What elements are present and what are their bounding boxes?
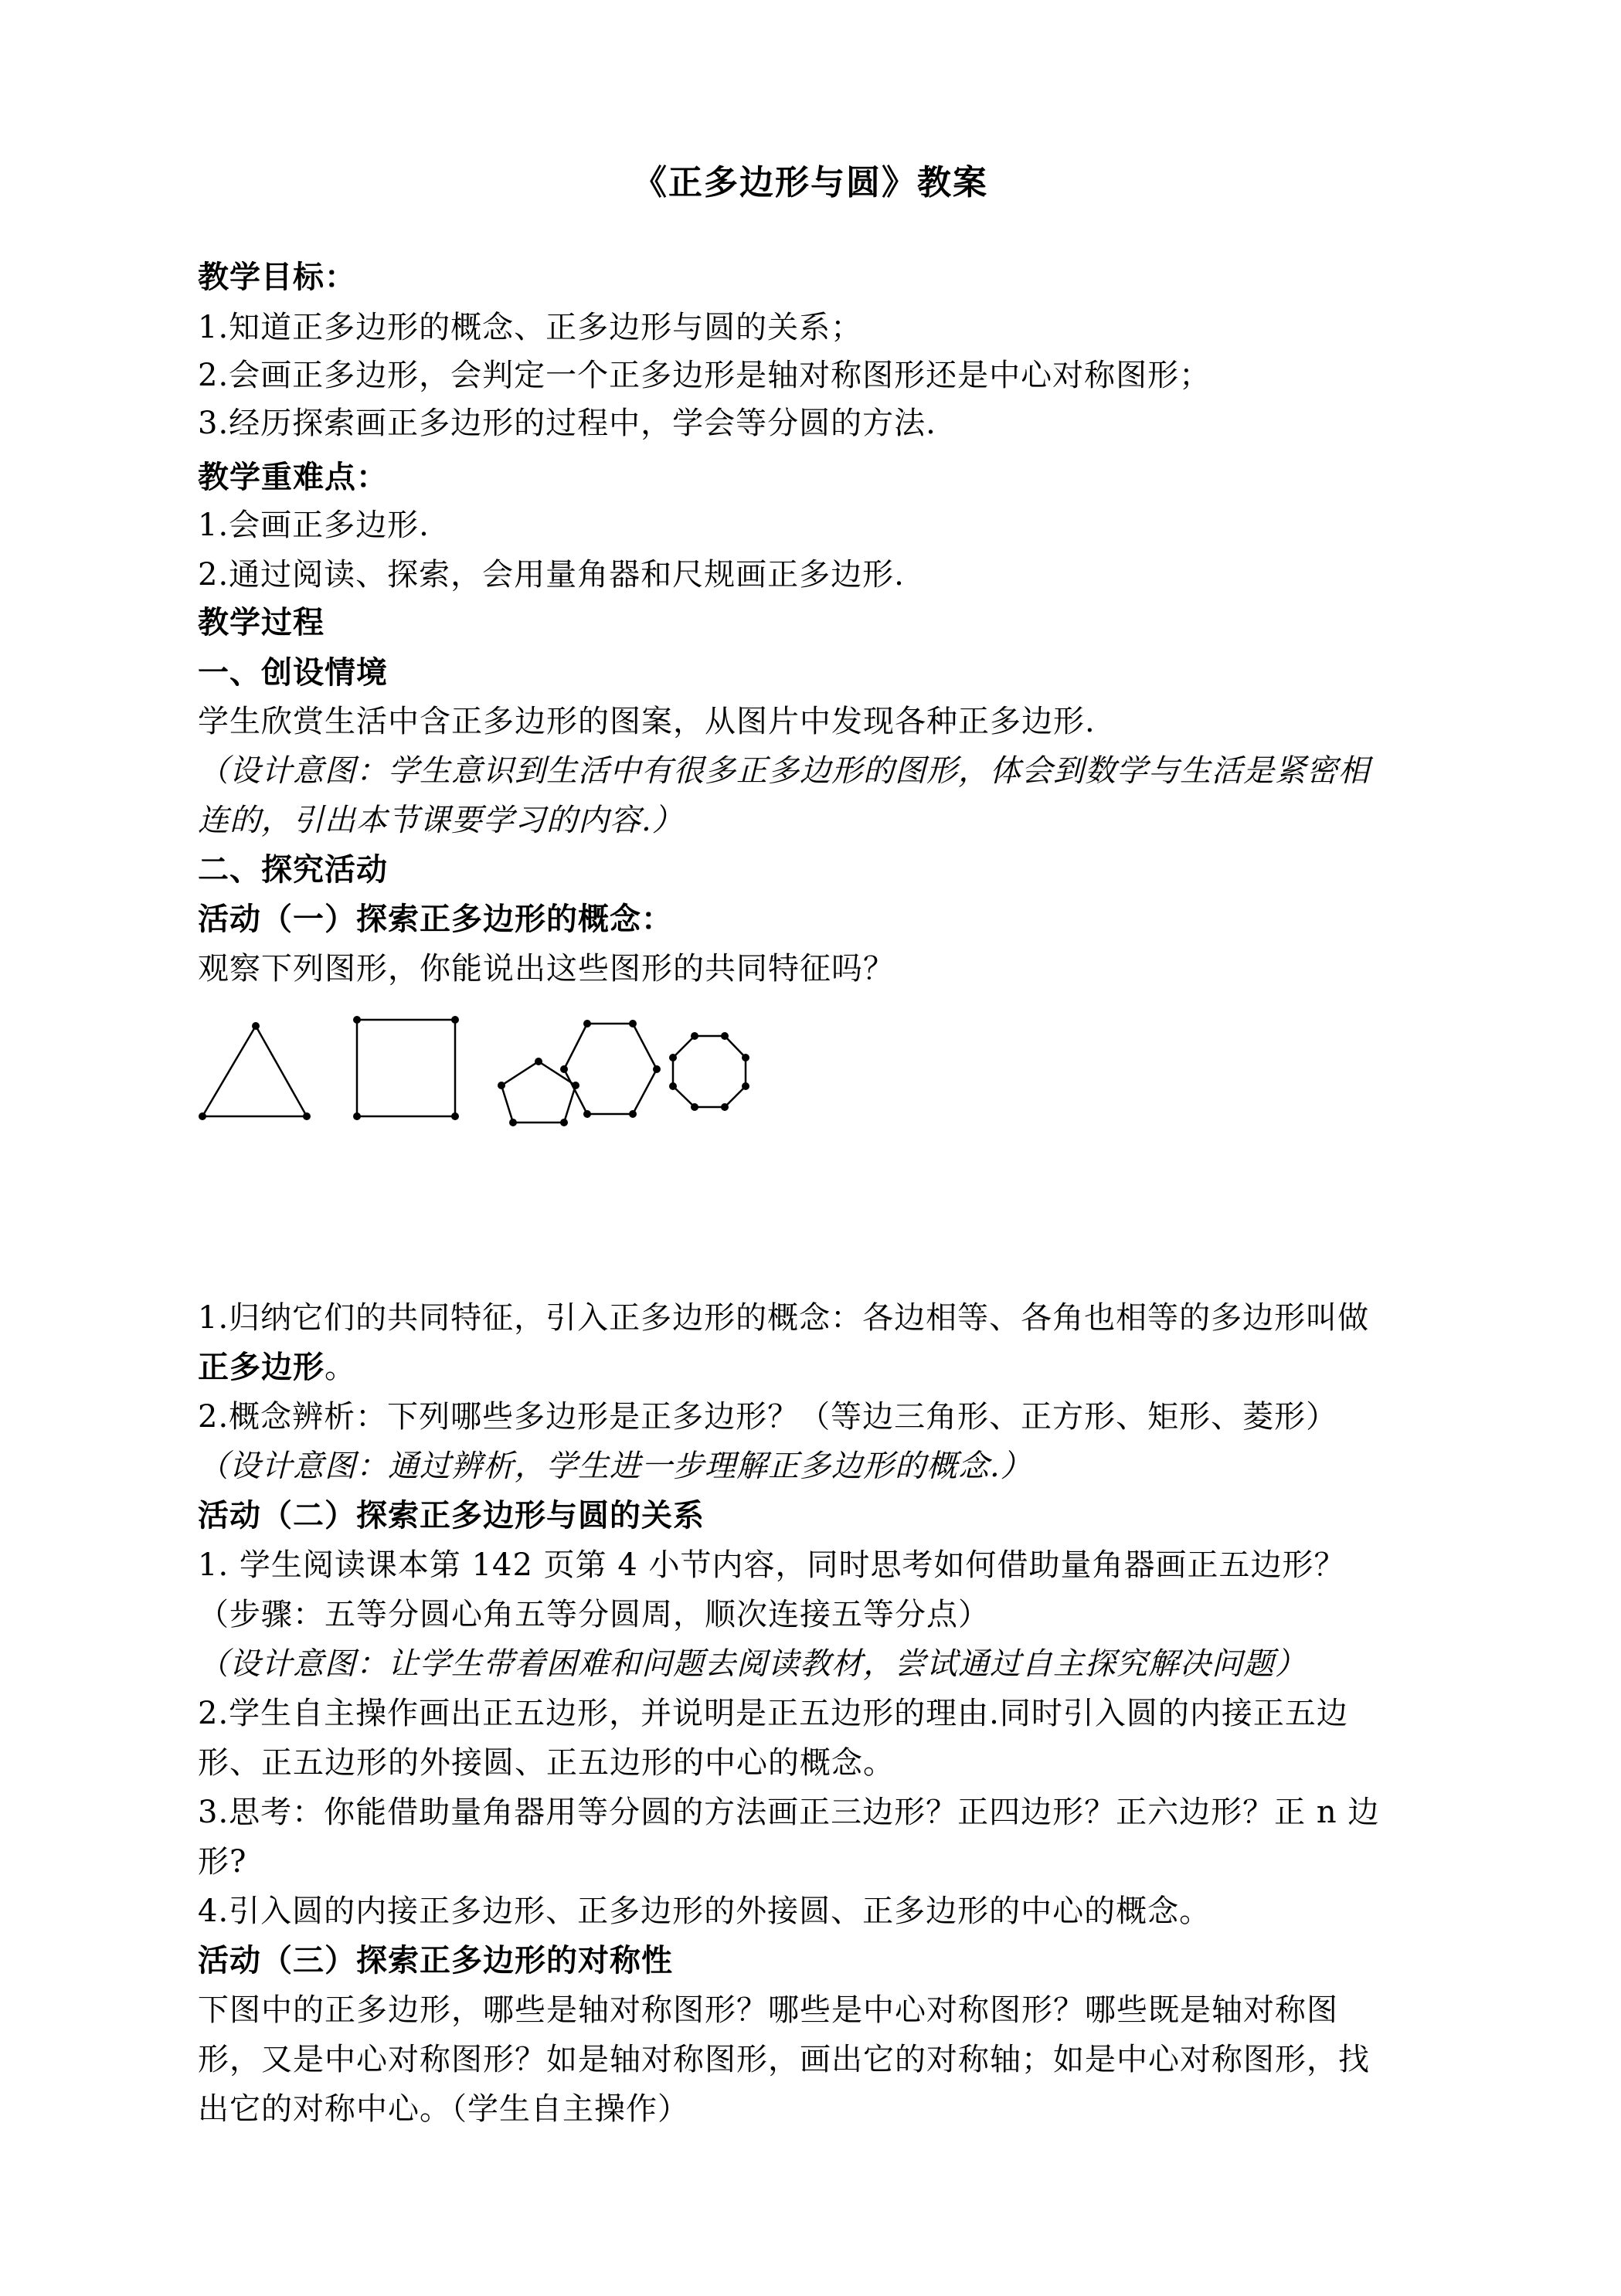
activity2-design-note: （设计意图：让学生带着困难和问题去阅读教材，尝试通过自主探究解决问题）	[198, 1646, 1307, 1682]
activity2-item4: 4.引入圆的内接正多边形、正多边形的外接圆、正多边形的中心的概念。	[198, 1894, 1212, 1929]
key-point-item: 2.通过阅读、探索，会用量角器和尺规画正多边形.	[198, 557, 905, 593]
section2-heading: 二、探究活动	[198, 852, 388, 888]
activity1-item1-term-line	[198, 1347, 1434, 1387]
activity1-item1: 1.归纳它们的共同特征，引入正多边形的概念：各边相等、各角也相等的多边形叫做	[198, 1300, 1370, 1336]
hexagon-shape	[564, 1024, 657, 1114]
regular-polygon-term: 正多边形	[198, 1350, 325, 1385]
activity1-design-note: （设计意图：通过辨析，学生进一步理解正多边形的概念.）	[198, 1449, 1032, 1484]
activity2-item1: 1. 学生阅读课本第 142 页第 4 小节内容，同时思考如何借助量角器画正五边形？	[198, 1547, 1346, 1583]
triangle-shape	[202, 1026, 307, 1116]
key-points-heading: 教学重难点：	[198, 460, 388, 495]
activity2-item3: 形?	[198, 1844, 247, 1880]
objective-item: 3.经历探索画正多边形的过程中，学会等分圆的方法.	[198, 406, 936, 441]
activity3-text: 出它的对称中心。（学生自主操作）	[198, 2091, 689, 2127]
section1-design-note: 连的，引出本节课要学习的内容.）	[198, 803, 684, 838]
page-title: 《正多边形与圆》教案	[633, 163, 988, 202]
activity3-heading: 活动（三）探索正多边形的对称性	[198, 1943, 673, 1978]
key-point-item: 1.会画正多边形.	[198, 508, 430, 543]
section1-design-note: （设计意图：学生意识到生活中有很多正多边形的图形，体会到数学与生活是紧密相	[198, 753, 1370, 789]
objective-item: 2.会画正多边形，会判定一个正多边形是轴对称图形还是中心对称图形；	[198, 358, 1212, 393]
activity2-item2: 2.学生自主操作画出正五边形，并说明是正五边形的理由.同时引入圆的内接正五边	[198, 1696, 1348, 1731]
activity2-heading: 活动（二）探索正多边形与圆的关系	[198, 1498, 705, 1533]
activity1-prompt: 观察下列图形，你能说出这些图形的共同特征吗？	[198, 951, 895, 987]
term-end: 。	[325, 1350, 356, 1385]
objectives-heading: 教学目标：	[198, 260, 356, 295]
activity3-text: 形，又是中心对称图形？如是轴对称图形，画出它的对称轴；如是中心对称图形，找	[198, 2042, 1370, 2077]
square-shape	[357, 1020, 455, 1116]
regular-polygons-figure	[193, 1008, 811, 1140]
process-heading: 教学过程	[198, 605, 325, 640]
activity1-item2: 2.概念辨析：下列哪些多边形是正多边形？（等边三角形、正方形、矩形、菱形）	[198, 1399, 1338, 1435]
section1-heading: 一、创设情境	[198, 655, 388, 691]
objective-item: 1.知道正多边形的概念、正多边形与圆的关系；	[198, 310, 863, 345]
activity1-heading: 活动（一）探索正多边形的概念：	[198, 902, 673, 937]
activity2-item3: 3.思考：你能借助量角器用等分圆的方法画正三边形？正四边形？正六边形？正 n 边	[198, 1795, 1380, 1830]
activity3-text: 下图中的正多边形，哪些是轴对称图形？哪些是中心对称图形？哪些既是轴对称图	[198, 1992, 1338, 2028]
activity2-item2: 形、正五边形的外接圆、正五边形的中心的概念。	[198, 1745, 895, 1781]
section1-text: 学生欣赏生活中含正多边形的图案，从图片中发现各种正多边形.	[198, 704, 1096, 739]
octagon-shape	[673, 1036, 746, 1107]
activity2-steps: （步骤：五等分圆心角五等分圆周，顺次连接五等分点）	[198, 1597, 990, 1632]
